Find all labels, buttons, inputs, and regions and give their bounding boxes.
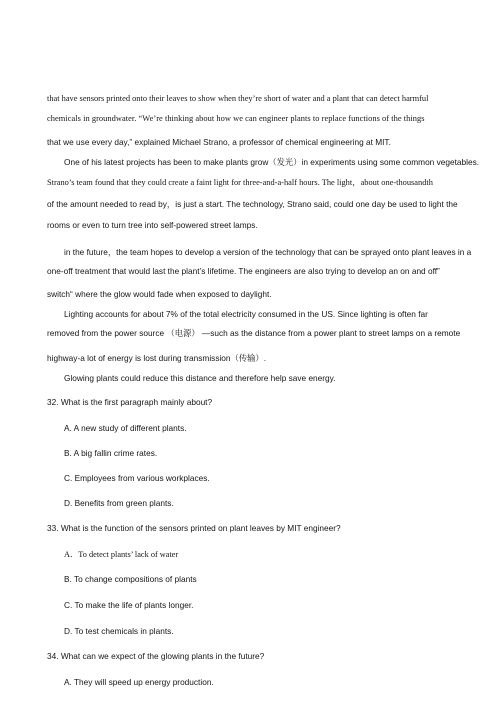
question-33-option-c[interactable]: C. To make the life of plants longer. <box>64 600 194 610</box>
passage-line: Glowing plants could reduce this distance and therefore help save energy. <box>64 373 336 383</box>
question-32-stem: 32. What is the first paragraph mainly about? <box>47 397 213 407</box>
passage-line: switch“ where the glow would fade when exposed to daylight. <box>47 289 272 299</box>
question-34-option-a[interactable]: A. They will speed up energy production. <box>64 677 214 687</box>
question-34-stem: 34. What can we expect of the glowing plants in the future? <box>47 651 265 661</box>
passage-line: rooms or even to turn tree into self-powered street lamps. <box>47 220 258 230</box>
question-33-option-b[interactable]: B. To change compositions of plants <box>64 574 197 584</box>
passage-line: one-off treatment that would last the plant’s lifetime. The engineers are also trying to develop an on and off” <box>47 266 440 276</box>
passage-line: in the future，the team hopes to develop a version of the technology that can be sprayed onto plant leaves in a <box>64 247 472 257</box>
question-32-option-c[interactable]: C. Employees from various workplaces. <box>64 473 210 483</box>
question-32-option-b[interactable]: B. A big fallin crime rates. <box>64 448 158 458</box>
question-33-option-a[interactable]: A．To detect plants’ lack of water <box>64 550 179 559</box>
passage-line: highway-a lot of energy is lost during transmission（传输）. <box>47 353 267 363</box>
passage-line: Lighting accounts for about 7% of the total electricity consumed in the US. Since lighting is often far <box>64 309 428 319</box>
question-32-option-d[interactable]: D. Benefits from green plants. <box>64 498 174 508</box>
passage-line: removed from the power source （电源） —such as the distance from a power plant to street lamps on a remote <box>47 328 461 338</box>
passage-line: Strano’s team found that they could create a faint light for three-and-a-half hours. The light，about one-thousandth <box>47 178 433 187</box>
passage-line: One of his latest projects has been to make plants grow（发光）in experiments using some common vegetables. <box>64 157 480 167</box>
passage-line: that have sensors printed onto their leaves to show when they’re short of water and a plant that can detect harmful <box>47 94 429 103</box>
passage-line: chemicals in groundwater. “We’re thinking about how we can engineer plants to replace functions of the things <box>47 114 425 123</box>
passage-line: that we use every day,” explained Michael Strano, a professor of chemical engineering at MIT. <box>47 137 391 147</box>
question-33-stem: 33. What is the function of the sensors printed on plant leaves by MIT engineer? <box>47 523 341 533</box>
passage-line: of the amount needed to read by，is just a start. The technology, Strano said, could one day be used to light the <box>47 199 458 209</box>
question-33-option-d[interactable]: D. To test chemicals in plants. <box>64 626 174 636</box>
question-32-option-a[interactable]: A. A new study of different plants. <box>64 423 187 433</box>
